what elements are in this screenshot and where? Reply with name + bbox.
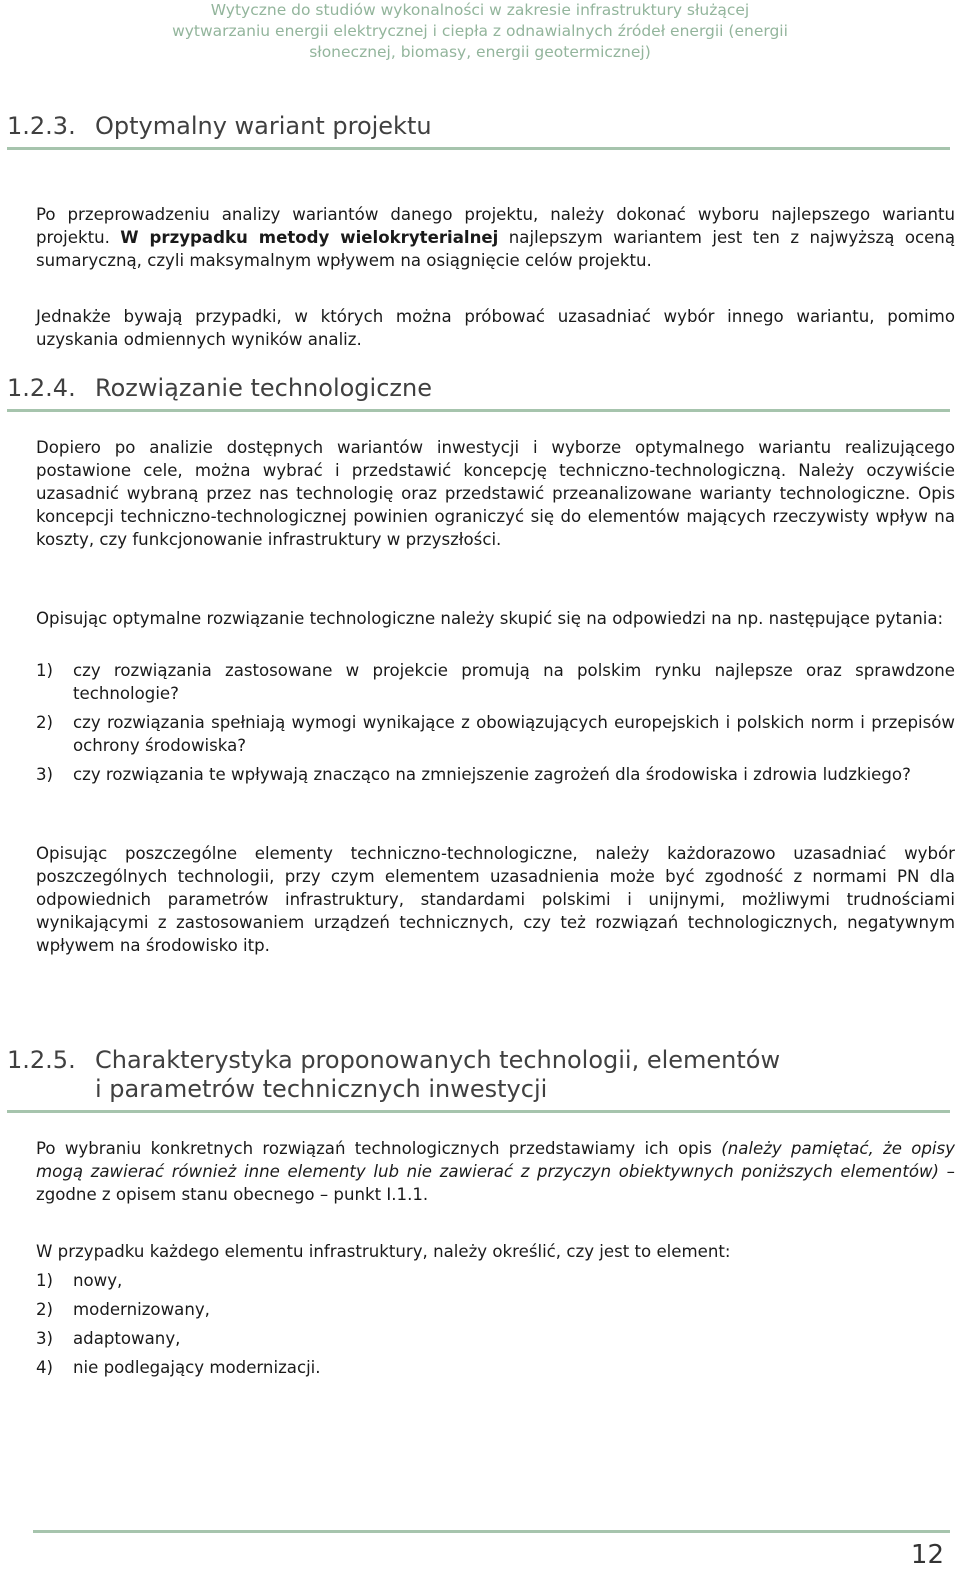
running-header xyxy=(0,0,960,63)
list-item xyxy=(36,1269,955,1292)
header-line-3: słonecznej, biomasy, energii geotermicznej) xyxy=(309,43,651,61)
list-item-text: nie podlegający modernizacji. xyxy=(73,1358,321,1377)
footer-divider xyxy=(33,1530,950,1533)
list-item-number: 1) xyxy=(36,661,54,680)
section-heading-1-2-4 xyxy=(7,374,950,412)
section-number: 1.2.4. xyxy=(7,374,76,402)
list-item-text: modernizowany, xyxy=(73,1300,210,1319)
list-item xyxy=(36,1298,955,1321)
list-item-number: 4) xyxy=(36,1358,54,1377)
text-run: Po przeprowadzeniu analizy wariantów danego projektu, należy dokonać wyboru najlepszego wariantu projektu. xyxy=(36,205,955,247)
paragraph-element-status-intro: W przypadku każdego elementu infrastruktury, należy określić, czy jest to element: xyxy=(36,1242,731,1261)
list-item-text: czy rozwiązania zastosowane w projekcie promują na polskim rynku najlepsze oraz sprawdzone technologie? xyxy=(73,661,955,703)
list-item-text: czy rozwiązania spełniają wymogi wynikające z obowiązujących europejskich i polskich norm i przepisów ochrony środowiska? xyxy=(73,713,955,755)
section-title: Rozwiązanie technologiczne xyxy=(95,374,432,402)
list-item-number: 2) xyxy=(36,1300,54,1319)
list-item-text: nowy, xyxy=(73,1271,123,1290)
list-item xyxy=(36,1356,955,1379)
section-number: 1.2.3. xyxy=(7,112,76,140)
section-title-line-2: i parametrów technicznych inwestycji xyxy=(95,1075,548,1103)
header-line-1: Wytyczne do studiów wykonalności w zakresie infrastruktury służącej xyxy=(210,1,750,19)
list-item xyxy=(36,1327,955,1350)
questions-list xyxy=(36,659,955,792)
list-item xyxy=(36,711,955,757)
paragraph-best-variant xyxy=(36,203,955,272)
list-item xyxy=(36,659,955,705)
paragraph-description-intro xyxy=(36,1137,955,1206)
list-item-number: 3) xyxy=(36,1329,54,1348)
italic-text-run: (należy pamiętać, że opisy mogą zawierać również inne elementy lub nie zawierać z przyczyn obiektywnych poniższych elementów) xyxy=(36,1139,956,1181)
paragraph-element-justification: Opisując poszczególne elementy techniczno-technologiczne, należy każdorazowo uzasadniać wybór poszczególnych technologii, przy czym elementem uzasadnienia może być zgodność z normami PN dla odpowiednich parametrów infrastruktury, standardami polskimi i unijnymi, możliwymi trudnościami wynikającymi z zastosowaniem urządzeń technicznych, czy też rozwiązań technologicznych, negatywnym wpływem na środowisko itp. xyxy=(36,844,955,955)
list-item-text: adaptowany, xyxy=(73,1329,181,1348)
paragraph-exceptions: Jednakże bywają przypadki, w których można próbować uzasadniać wybór innego wariantu, pomimo uzyskania odmiennych wyników analiz. xyxy=(36,307,955,349)
section-heading-1-2-3 xyxy=(7,112,950,150)
text-run: – zgodne z opisem stanu obecnego – punkt I.1.1. xyxy=(36,1162,955,1204)
section-number: 1.2.5. xyxy=(7,1046,76,1074)
list-item-text: czy rozwiązania te wpływają znacząco na zmniejszenie zagrożeń dla środowiska i zdrowia ludzkiego? xyxy=(73,765,911,784)
text-run: najlepszym wariantem jest ten z najwyższą oceną sumaryczną, czyli maksymalnym wpływem na osiągnięcie celów projektu. xyxy=(36,228,955,270)
paragraph-questions-intro: Opisując optymalne rozwiązanie technologiczne należy skupić się na odpowiedzi na np. następujące pytania: xyxy=(36,609,944,628)
list-item-number: 3) xyxy=(36,765,54,784)
list-item-number: 2) xyxy=(36,713,54,732)
header-line-2: wytwarzaniu energii elektrycznej i ciepła z odnawialnych źródeł energii (energii xyxy=(172,22,788,40)
section-title: Optymalny wariant projektu xyxy=(95,112,432,140)
paragraph-tech-concept: Dopiero po analizie dostępnych wariantów inwestycji i wyborze optymalnego wariantu realizującego postawione cele, można wybrać i przedstawić koncepcję techniczno-technologiczną. Należy oczywiście uzasadnić wybraną przez nas technologię oraz przedstawić przeanalizowane warianty technologiczne. Opis koncepcji techniczno-technologicznej powinien ograniczyć się do elementów mających rzeczywisty wpływ na koszty, czy funkcjonowanie infrastruktury w przyszłości. xyxy=(36,438,955,549)
list-item-number: 1) xyxy=(36,1271,54,1290)
section-title-line-1: Charakterystyka proponowanych technologii, elementów xyxy=(95,1046,781,1074)
page-number: 12 xyxy=(910,1540,944,1570)
bold-text-run: W przypadku metody wielokryterialnej xyxy=(120,228,499,247)
section-heading-1-2-5 xyxy=(7,1046,950,1113)
list-item xyxy=(36,763,955,786)
element-status-list xyxy=(36,1269,955,1385)
text-run: Po wybraniu konkretnych rozwiązań technologicznych przedstawiamy ich opis xyxy=(36,1139,722,1158)
